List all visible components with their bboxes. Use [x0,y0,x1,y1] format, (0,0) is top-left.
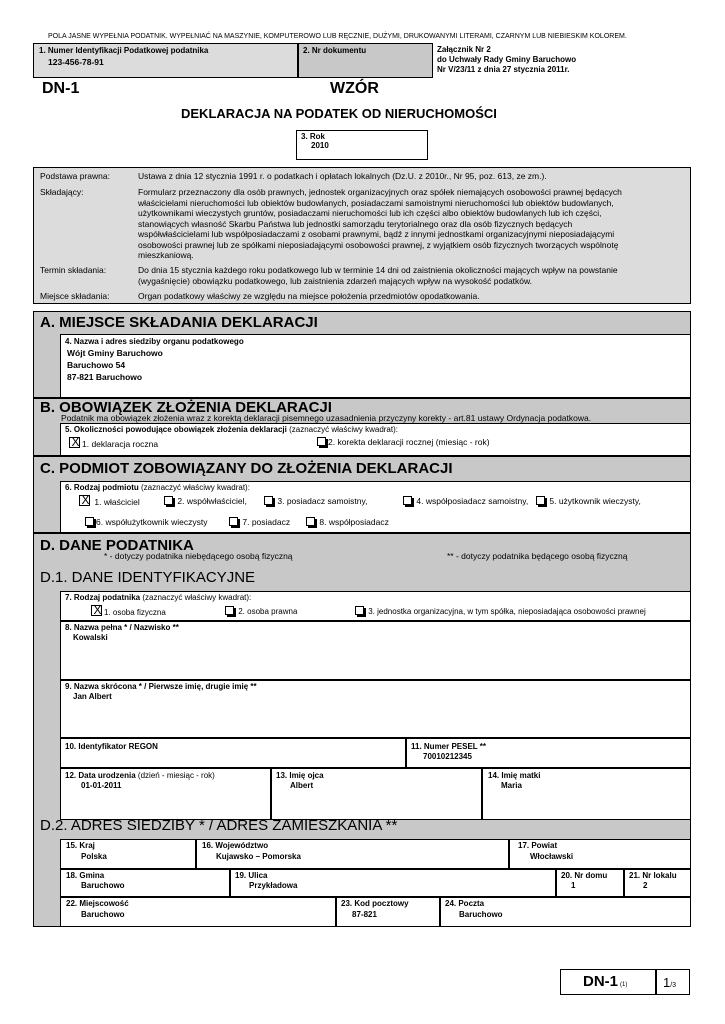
entity-possessor-label: 3. posiadacz samoistny, [277,496,368,506]
entity-type-field [60,481,691,533]
locality-field[interactable] [60,897,336,927]
page-title: DEKLARACJA NA PODATEK OD NIERUCHOMOŚCI [181,106,497,121]
voivodeship-field[interactable] [196,839,509,869]
section-c-title: C. PODMIOT ZOBOWIĄZANY DO ZŁOŻENIA DEKLARACJI [40,460,453,477]
section-b-title: B. OBOWIĄZEK ZŁOŻENIA DEKLARACJI [40,399,332,416]
county-label: 17. Powiat [518,841,558,850]
option-correction-label: 2. korekta deklaracji rocznej (miesiąc - rok) [328,437,490,447]
taxpayer-org-unit-label: 3. jednostka organizacyjna, w tym spółka, nieposiadająca osobowości prawnej [368,607,646,616]
taxpayer-legal-person-label: 2. osoba prawna [238,607,298,616]
field-7-label: 7. Rodzaj podatnika [65,593,141,602]
tax-office-line-3: 87-821 Baruchowo [67,372,143,382]
filer-line: mieszkaniową. [138,250,194,260]
house-number-value: 1 [571,881,576,890]
filer-line: stanowiących własność Skarbu Państwa lub jednostki samorządu terytorialnego oraz dla osób fizycznych będących [138,218,573,229]
taxpayer-natural-person-label: 1. osoba fizyczna [104,608,166,617]
country-label: 15. Kraj [66,841,95,850]
country-value: Polska [81,852,107,861]
commune-value: Baruchowo [81,881,125,890]
post-office-label: 24. Poczta [445,899,485,908]
apartment-number-value: 2 [643,881,648,890]
voivodeship-label: 16. Województwo [202,841,269,850]
county-value: Włocławski [530,852,574,861]
year-label: 3. Rok [301,132,326,141]
tax-office-label: 4. Nazwa i adres siedziby organu podatkowego [65,337,244,346]
field-5-label: 5. Okoliczności powodujące obowiązek złożenia deklaracji [65,425,287,434]
house-number-label: 20. Nr domu [561,871,608,880]
footer-code-sub: (1) [620,982,628,988]
year-field[interactable] [296,130,428,160]
filer-text [138,187,686,261]
field-7-hint: (zaznaczyć właściwy kwadrat): [142,593,252,602]
field-12-label: 12. Data urodzenia [65,771,136,780]
section-a [33,311,691,398]
birth-date-field[interactable] [60,768,271,820]
birth-date-value: 01-01-2011 [81,781,122,790]
checkbox[interactable] [317,437,326,446]
check-mark: X [71,435,80,449]
entity-holder[interactable] [229,517,290,527]
filer-line: współwłaścicielami lub współposiadaczami z osobami prawnymi, bądź z innymi jednostkami organizacyjnymi nieposiadającymi [138,229,615,239]
deadline-line: Do dnia 15 stycznia każdego roku podatkowego lub w terminie 14 dni od zaistnienia okoliczności mających wpływ na powstanie [138,265,618,275]
entity-possessor[interactable] [264,496,367,506]
locality-value: Baruchowo [81,910,125,919]
nip-label: 1. Numer Identyfikacji Podatkowej podatnika [39,46,209,55]
checkbox-checked[interactable] [79,495,90,506]
check-mark: X [81,493,90,507]
apartment-number-field[interactable] [624,869,691,897]
section-d [33,533,691,927]
entity-owner-label: 1. właściciel [94,497,140,507]
full-name-field[interactable] [60,621,691,680]
taxpayer-org-unit[interactable] [355,606,646,616]
mother-name-label: 14. Imię matki [488,771,541,780]
checkbox[interactable] [225,606,234,615]
entity-perpetual-user-label: 5. użytkownik wieczysty, [549,496,641,506]
postal-code-label: 23. Kod pocztowy [341,899,409,908]
taxpayer-natural-person[interactable] [91,605,166,617]
street-field[interactable] [230,869,556,897]
page-total: /3 [670,982,677,989]
filer-line: Formularz przeznaczony dla osób prawnych, jednostek organizacyjnych oraz spółek niemających osobowości prawnej będących [138,187,622,197]
tax-office-field[interactable] [60,334,691,398]
post-office-field[interactable] [440,897,691,927]
commune-label: 18. Gmina [66,871,105,880]
checkbox[interactable] [264,496,273,505]
field-5-hint: (zaznaczyć właściwy kwadrat): [289,425,398,434]
postal-code-value: 87-821 [352,910,377,919]
voivodeship-value: Kujawsko – Pomorska [216,852,301,861]
info-block [33,167,691,304]
mother-name-field[interactable] [482,768,691,820]
birth-date-label [65,771,215,780]
note-natural-person: ** - dotyczy podatnika będącego osobą fizyczną [447,551,628,561]
field-6-hint: (zaznaczyć właściwy kwadrat): [141,483,250,492]
footer-page-box [656,969,690,995]
tax-office-line-1: Wójt Gminy Baruchowo [67,348,163,358]
annex-info [437,45,576,75]
field-6-label: 6. Rodzaj podmiotu [65,483,139,492]
regon-label: 10. Identyfikator REGON [65,742,158,751]
deadline-label: Termin składania: [40,265,107,275]
filer-line: właścicielami nieruchomości lub obiektów budowlanych, posiadaczami samoistnymi nieruchomości lub obiektów budowlanych, [138,197,614,208]
annex-line-1: Załącznik Nr 2 [437,45,491,54]
entity-co-possessor[interactable] [403,496,528,506]
checkbox[interactable] [306,517,315,526]
entity-perpetual-user[interactable] [536,496,641,506]
wzor-title: WZÓR [330,80,379,97]
checkbox[interactable] [355,606,364,615]
commune-field[interactable] [60,869,230,897]
full-name-label: 8. Nazwa pełna * / Nazwisko ** [65,623,179,632]
entity-co-perpetual-user-label: 6. współużytkownik wieczysty [96,517,208,527]
option-annual-label: 1. deklaracja roczna [82,439,159,449]
place-text: Organ podatkowy właściwy ze względu na miejsce położenia przedmiotów opodatkowania. [138,291,480,301]
declaration-reason-label [65,425,398,434]
section-b [33,398,691,456]
annex-line-3: Nr V/23/11 z dnia 27 stycznia 2011r. [437,65,570,74]
post-office-value: Baruchowo [459,910,503,919]
taxpayer-legal-person[interactable] [225,606,297,616]
basis-text: Ustawa z dnia 12 stycznia 1991 r. o podatkach i opłatach lokalnych (Dz.U. z 2010r., Nr 95, poz. 613, ze zm.). [138,171,547,181]
short-name-value: Jan Albert [73,692,112,701]
father-name-label: 13. Imię ojca [276,771,324,780]
entity-co-perpetual-user[interactable] [85,517,207,527]
checkbox[interactable] [536,496,545,505]
declaration-reason-field [60,423,691,456]
year-value: 2010 [311,141,329,150]
country-field[interactable] [60,839,196,869]
page-current: 1 [663,975,671,990]
full-name-value: Kowalski [73,633,108,642]
footer-code [583,973,627,991]
short-name-label: 9. Nazwa skrócona * / Pierwsze imię, drugie imię ** [65,682,257,691]
footer-code-text: DN-1 [583,973,619,990]
pesel-label: 11. Numer PESEL ** [411,742,486,751]
d1-title: D.1. DANE IDENTYFIKACYJNE [40,569,256,586]
county-field[interactable] [509,839,691,869]
entity-co-owner[interactable] [164,496,247,506]
pesel-field[interactable] [406,738,691,768]
locality-label: 22. Miejscowość [66,899,129,908]
father-name-value: Albert [290,781,314,790]
filer-line: osobowości prawnej lub ze spółkami nieposiadającymi osobowości prawnej, z wyjątkiem osób fizycznych tworzących wspólnotę [138,239,619,250]
checkbox-checked[interactable] [91,605,102,616]
filer-line: użytkownikami wieczystych gruntów, posiadaczami nieruchomości lub ich części albo obiektów budowlanych lub ich części, [138,208,602,218]
father-name-field[interactable] [271,768,482,820]
apartment-number-label: 21. Nr lokalu [629,871,677,880]
form-notice: POLA JASNE WYPEŁNIA PODATNIK. WYPEŁNIAĆ NA MASZYNIE, KOMPUTEROWO LUB RĘCZNIE, DUŻYMI, DRUKOWANYMI LITERAMI, CZARNYM LUB NIEBIESKIM KOLOREM. [48,33,627,40]
regon-field[interactable] [60,738,406,768]
checkbox[interactable] [164,496,173,505]
section-b-note: Podatnik ma obowiązek złożenia wraz z korektą deklaracji pisemnego uzasadnienia przyczyny korekty - art.81 ustawy Ordynacja podatkowa. [61,413,592,423]
nip-value: 123-456-78-91 [48,57,104,67]
taxpayer-type-field [60,591,691,621]
filer-label: Składający: [40,187,84,197]
entity-co-holder[interactable] [306,517,389,527]
entity-type-label [65,483,250,492]
deadline-line: (wygaśnięcie) obowiązku podatkowego, lub zaistnienia zdarzeń mających wpływ na wysokość podatków. [138,275,533,286]
d2-title: D.2. ADRES SIEDZIBY * / ADRES ZAMIESZKANIA ** [40,817,398,834]
annex-line-2: do Uchwały Rady Gminy Baruchowo [437,55,577,64]
entity-co-holder-label: 8. współposiadacz [319,517,389,527]
postal-code-field[interactable] [336,897,440,927]
note-legal-entity: * - dotyczy podatnika niebędącego osobą fizyczną [104,551,293,561]
option-correction[interactable] [317,437,490,447]
checkbox[interactable] [85,517,94,526]
page-number [663,974,676,992]
house-number-field[interactable] [556,869,624,897]
section-c [33,456,691,533]
entity-holder-label: 7. posiadacz [242,517,291,527]
doc-number-label: 2. Nr dokumentu [303,46,367,55]
street-value: Przykładowa [249,881,298,890]
basis-label: Podstawa prawna: [40,171,110,181]
checkbox[interactable] [403,496,412,505]
form-code: DN-1 [42,80,80,97]
section-a-title: A. MIEJSCE SKŁADANIA DEKLARACJI [40,314,318,331]
footer-code-box [560,969,656,995]
doc-number-field [298,43,433,78]
field-12-hint: (dzień - miesiąc - rok) [137,771,215,780]
option-annual[interactable] [69,437,158,449]
tax-office-line-2: Baruchowo 54 [67,360,126,370]
entity-owner[interactable] [79,495,140,507]
street-label: 19. Ulica [235,871,268,880]
taxpayer-type-label [65,593,251,602]
place-label: Miejsce składania: [40,291,110,301]
checkbox-checked[interactable] [69,437,80,448]
entity-co-owner-label: 2. współwłaściciel, [177,496,247,506]
deadline-text [138,265,618,286]
short-name-field[interactable] [60,680,691,738]
section-d-title: D. DANE PODATNIKA [40,537,194,554]
check-mark: X [93,603,102,617]
nip-field[interactable] [33,43,298,78]
checkbox[interactable] [229,517,238,526]
pesel-value: 70010212345 [423,752,472,761]
entity-co-possessor-label: 4. współposiadacz samoistny, [416,496,529,506]
mother-name-value: Maria [501,781,522,790]
